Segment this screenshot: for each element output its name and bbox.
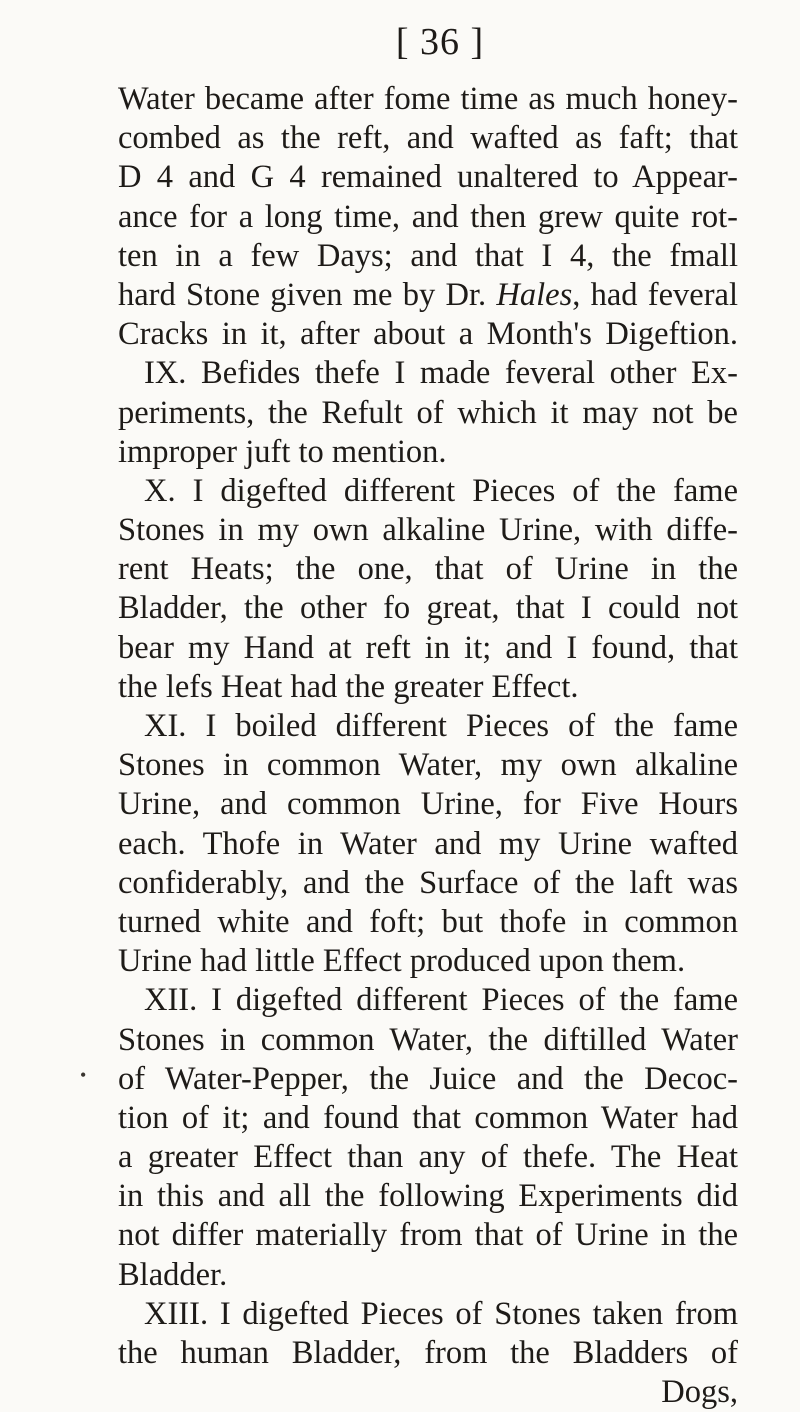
- text-line: IX. Befides thefe I made feveral other Ex-: [144, 355, 738, 392]
- text-line: Stones in my own alkaline Urine, with diffe-: [118, 512, 738, 549]
- text-line: a greater Effect than any of thefe. The Heat: [118, 1139, 738, 1176]
- text-line: ten in a few Days; and that I 4, the fmall: [118, 237, 738, 274]
- text-span: , had feveral: [572, 276, 738, 313]
- text-line: bear my Hand at reft in it; and I found, that: [118, 629, 738, 666]
- page-number: [ 36 ]: [395, 21, 485, 63]
- text-line: Bladder.: [118, 1256, 228, 1293]
- text-line: Urine had little Effect produced upon them.: [118, 943, 686, 980]
- catchword: Dogs,: [661, 1374, 738, 1411]
- text-line: confiderably, and the Surface of the laft was: [118, 864, 738, 901]
- text-line: the lefs Heat had the greater Effect.: [118, 668, 579, 705]
- text-line: rent Heats; the one, that of Urine in the: [118, 551, 738, 588]
- margin-mark: •: [80, 1065, 87, 1085]
- text-line: turned white and foft; but thofe in common: [118, 903, 738, 940]
- text-line: X. I digefted different Pieces of the fame: [144, 472, 738, 509]
- text-line: Cracks in it, after about a Month's Digeftion.: [118, 316, 738, 353]
- text-line: ance for a long time, and then grew quite rot-: [118, 198, 738, 235]
- text-line: Water became after fome time as much honey-: [118, 81, 738, 117]
- text-line: improper juft to mention.: [118, 433, 447, 470]
- text-line: of Water-Pepper, the Juice and the Decoc-: [118, 1060, 738, 1097]
- text-line: combed as the reft, and wafted as faft; that: [118, 120, 738, 157]
- text-line: Stones in common Water, the diftilled Water: [118, 1021, 738, 1058]
- body-text: [118, 80, 738, 1412]
- text-line: Urine, and common Urine, for Five Hours: [118, 786, 738, 823]
- text-line: tion of it; and found that common Water had: [118, 1099, 738, 1136]
- text-line: each. Thofe in Water and my Urine wafted: [118, 825, 738, 862]
- text-line: D 4 and G 4 remained unaltered to Appear-: [118, 159, 738, 196]
- text-line: XIII. I digefted Pieces of Stones taken from: [144, 1295, 738, 1332]
- italic-name: Hales: [496, 276, 573, 313]
- text-line: XI. I boiled different Pieces of the fame: [144, 708, 738, 744]
- text-span: hard Stone given me by Dr.: [118, 276, 497, 313]
- text-line: periments, the Refult of which it may not be: [118, 394, 738, 431]
- text-line: Bladder, the other fo great, that I could not: [118, 590, 738, 627]
- text-line: in this and all the following Experiments did: [118, 1178, 738, 1215]
- text-line: XII. I digefted different Pieces of the fame: [144, 982, 738, 1019]
- text-line: not differ materially from that of Urine in the: [118, 1217, 738, 1254]
- text-line: Stones in common Water, my own alkaline: [118, 747, 738, 784]
- text-line: the human Bladder, from the Bladders of: [118, 1335, 738, 1371]
- text-line: [118, 276, 738, 315]
